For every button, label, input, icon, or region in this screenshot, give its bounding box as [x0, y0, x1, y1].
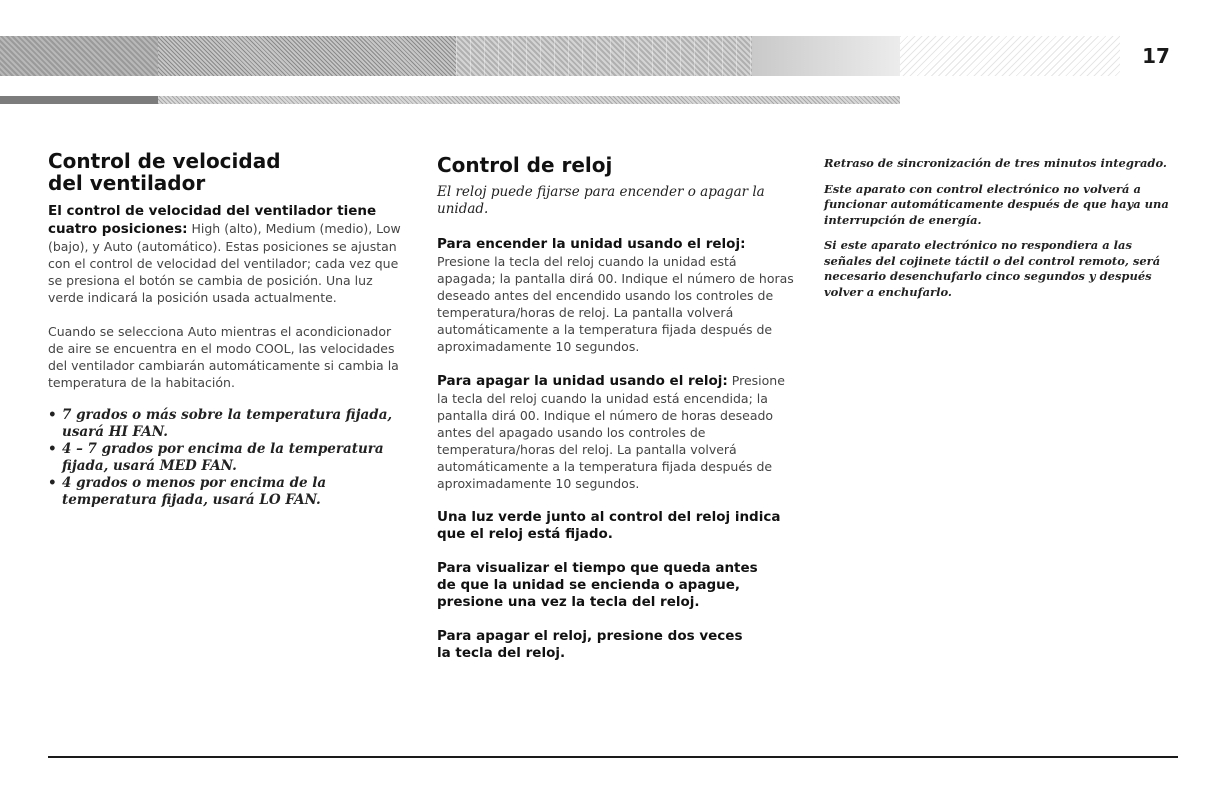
list-item: • 7 grados o más sobre la temperatura fijada, usará HI FAN.	[48, 407, 393, 440]
column-clock-control	[437, 150, 795, 662]
clock-cancel-note: Para apagar el reloj, presione dos veces la tecla del reloj.	[437, 628, 743, 661]
bottom-rule	[48, 756, 1178, 758]
bar-dark-segment	[0, 96, 158, 104]
header-underline-bar	[0, 96, 900, 104]
list-item: • 4 – 7 grados por encima de la temperatura fijada, usará MED FAN.	[48, 441, 384, 474]
banner-segment	[0, 36, 158, 76]
clock-green-light-note: Una luz verde junto al control del reloj indica que el reloj está fijado.	[437, 509, 781, 542]
fan-speed-paragraph	[48, 202, 402, 306]
banner-segment	[456, 36, 752, 76]
clock-on-lead: Para encender la unidad usando el reloj:	[437, 236, 746, 252]
list-item: • 4 grados o menos por encima de la temperatura fijada, usará LO FAN.	[48, 475, 327, 508]
clock-view-time-note: Para visualizar el tiempo que queda antes de que la unidad se encienda o apague, presione una vez la tecla del reloj.	[437, 560, 758, 610]
clock-on-text: Presione la tecla del reloj cuando la unidad está apagada; la pantalla dirá 00. Indique el número de horas deseado antes del encendido usando los controles de temperatura/horas de reloj. La pantalla volverá automáticamente a la temperatura fijada después de aproximadamente 10 segundos.	[437, 254, 794, 354]
clock-title: Control de reloj	[437, 153, 613, 177]
banner-fade	[900, 36, 1120, 76]
column-fan-speed	[48, 150, 402, 509]
power-note: Este aparato con control electrónico no volverá a funcionar automáticamente después de que haya una interrupción de energía.	[824, 181, 1169, 227]
banner-segment	[752, 36, 900, 76]
clock-off-lead: Para apagar la unidad usando el reloj:	[437, 373, 728, 389]
bar-light-segment	[158, 96, 900, 104]
fan-speed-lead-text: High (alto), Medium (medio), Low (bajo), y Auto (automático). Estas posiciones se ajustan con el control de velocidad del ventilador; cada vez que se presiona el botón se cambia de posición. Una luz verde indicará la posición usada actualmente.	[48, 221, 401, 305]
clock-off-paragraph	[437, 372, 795, 492]
reset-note: Si este aparato electrónico no respondiera a las señales del cojinete táctil o del control remoto, será necesario desenchufarlo cinco segundos y después volver a enchufarlo.	[824, 238, 1161, 299]
column-notes	[824, 156, 1174, 300]
fan-speed-lead: El control de velocidad del ventilador tiene cuatro posiciones:	[48, 203, 377, 237]
fan-speed-title: Control de velocidad del ventilador	[48, 149, 281, 195]
delay-note: Retraso de sincronización de tres minutos integrado.	[824, 156, 1167, 170]
header-banner	[0, 36, 900, 76]
clock-off-text: Presione la tecla del reloj cuando la unidad está encendida; la pantalla dirá 00. Indique el número de horas deseado antes del apagado usando los controles de temperatura/horas del reloj. La pantalla volverá automáticamente a la temperatura fijada después de aproximadamente 10 segundos.	[437, 373, 785, 491]
page-number: 17	[1142, 44, 1170, 68]
banner-segment	[158, 36, 456, 76]
clock-intro: El reloj puede fijarse para encender o apagar la unidad.	[437, 184, 765, 217]
clock-on-paragraph	[437, 235, 795, 355]
auto-mode-paragraph: Cuando se selecciona Auto mientras el acondicionador de aire se encuentra en el modo COOL, las velocidades del ventilador cambiarán automáticamente si cambia la temperatura de la habitación.	[48, 324, 399, 390]
fan-speed-bullet-list	[48, 407, 402, 509]
